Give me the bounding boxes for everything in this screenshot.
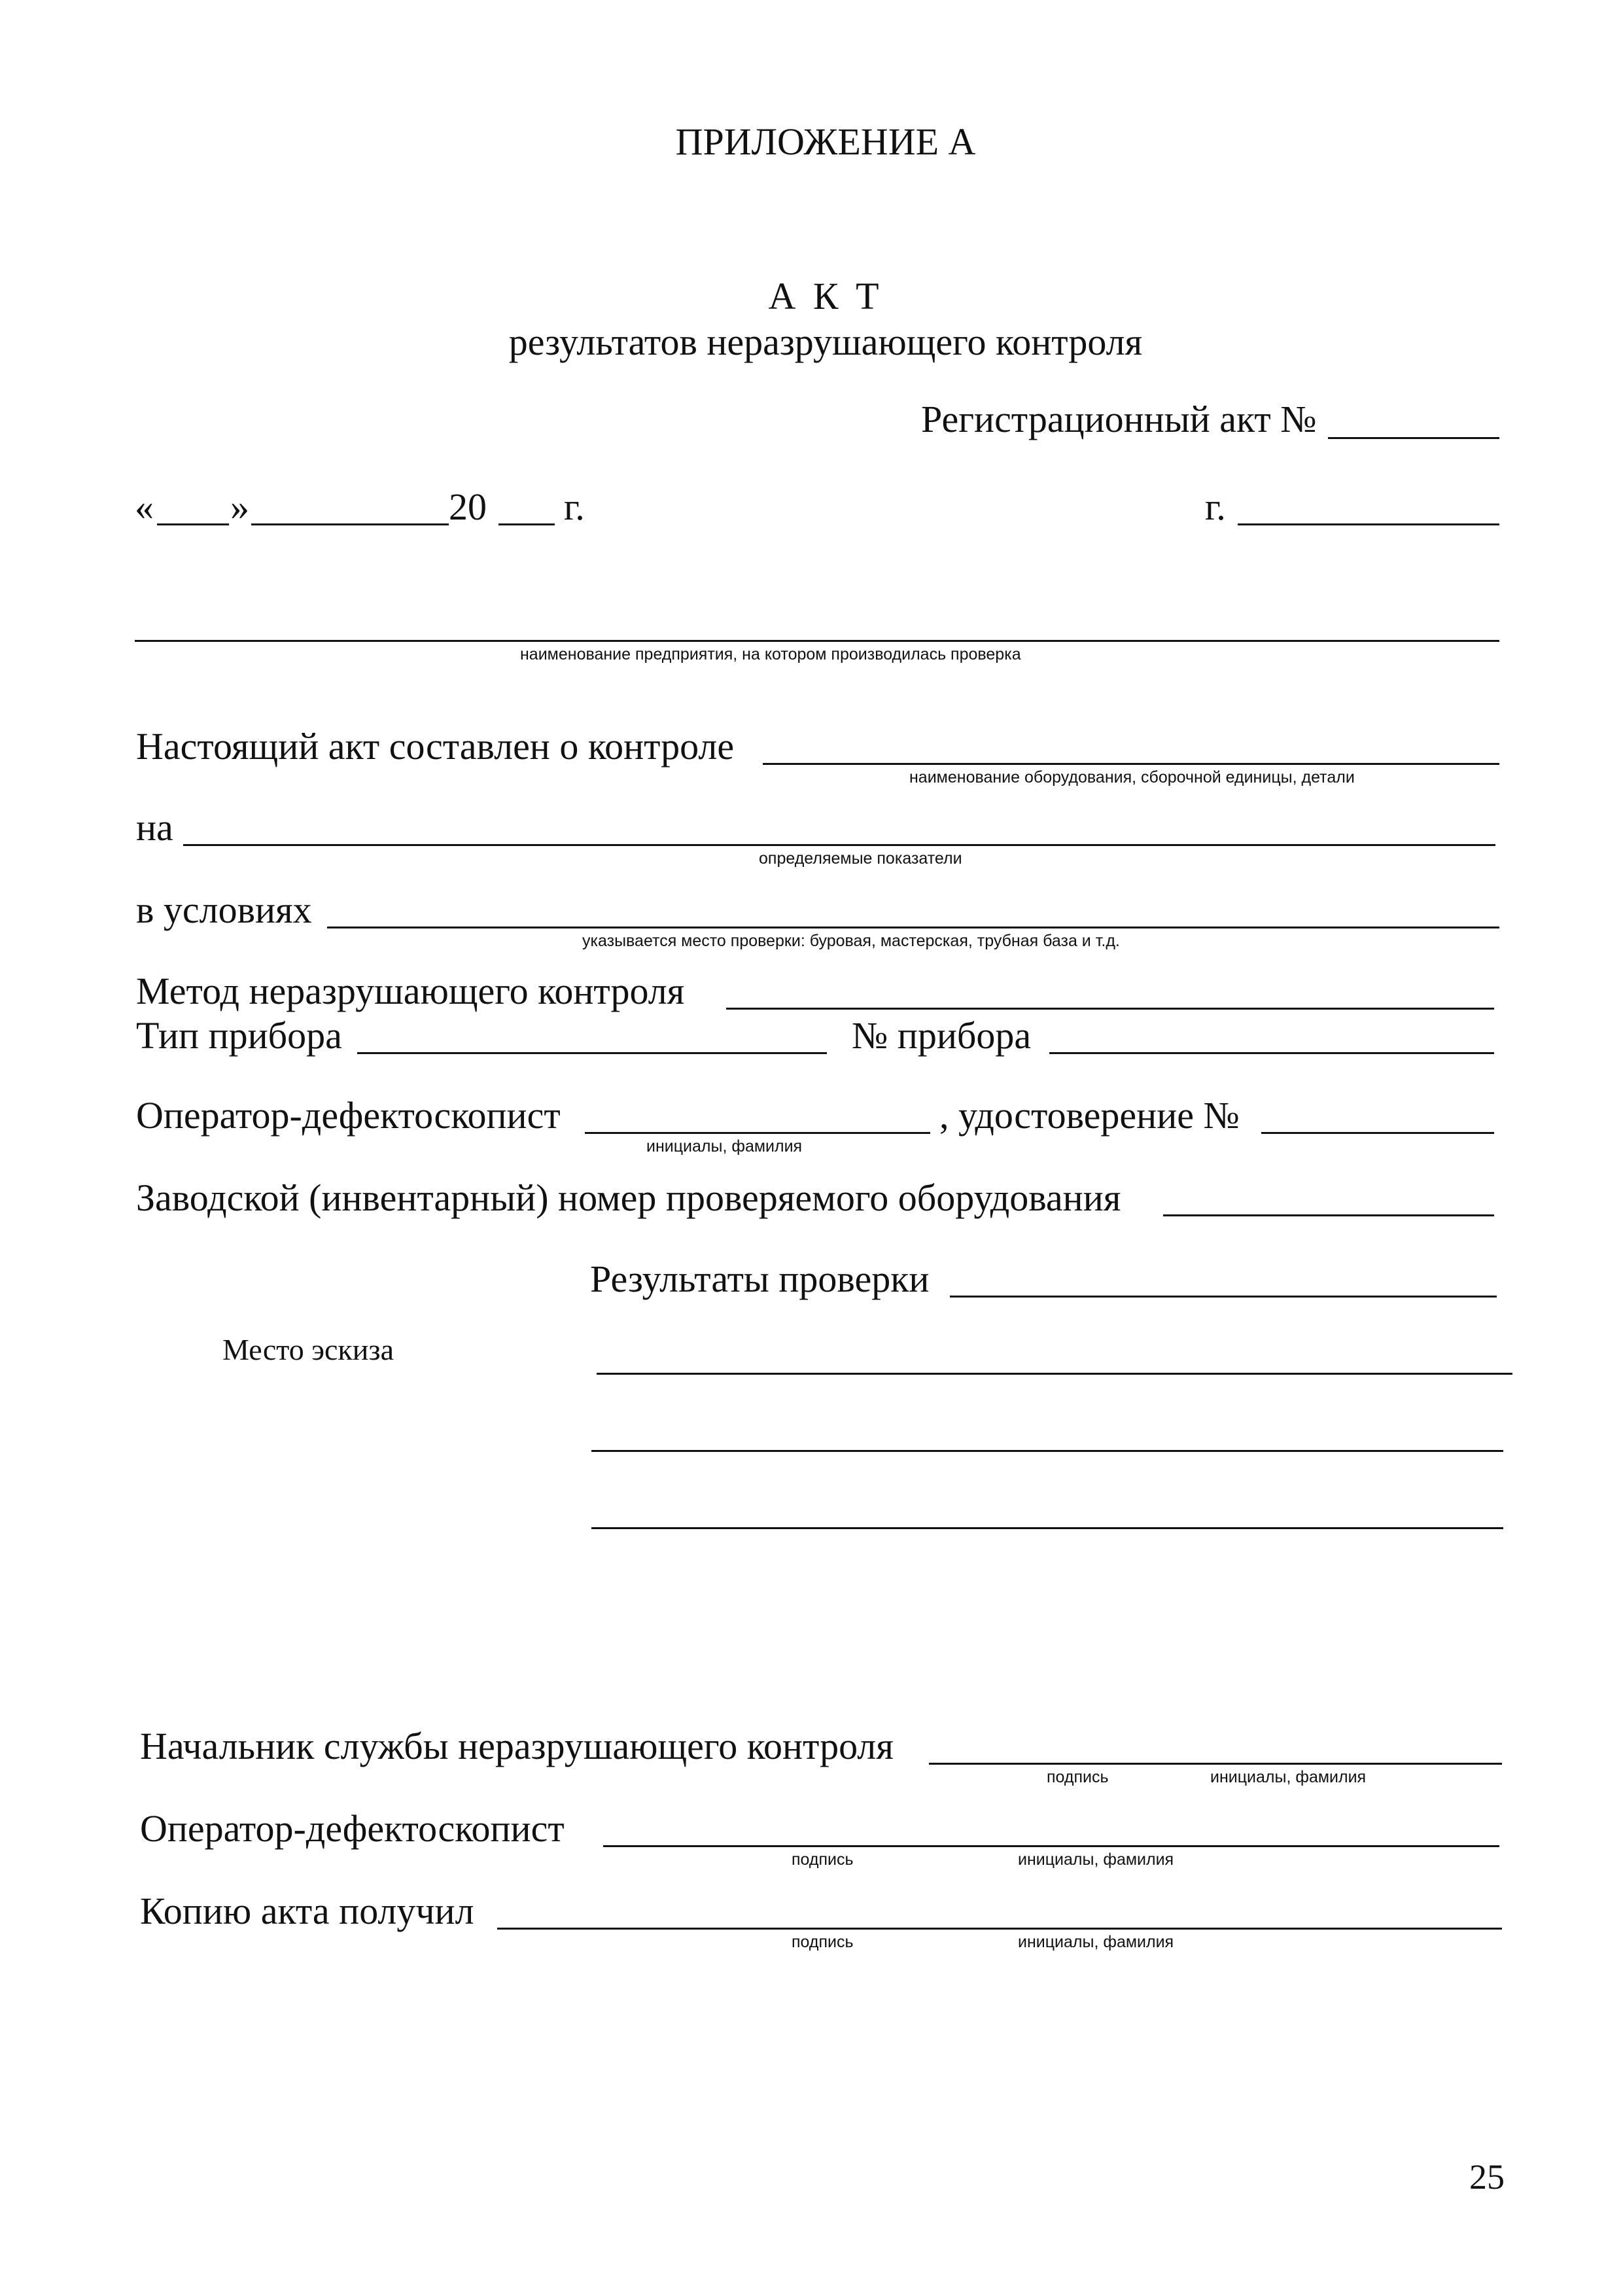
device-type-label: Тип прибора [136,1014,342,1057]
signature-label-copy: Копию акта получил [140,1890,474,1932]
conditions-hint: указывается место проверки: буровая, мастерская, трубная база и т.д. [582,932,1120,950]
certificate-number-field[interactable] [1261,1132,1494,1134]
city-prefix: г. [1205,486,1226,528]
year-suffix: г. [564,486,585,528]
page-number: 25 [1469,2157,1505,2197]
factory-number-label: Заводской (инвентарный) номер проверяемого оборудования [136,1176,1121,1219]
sketch-place-label: Место эскиза [222,1333,394,1366]
signature-hint: подпись [792,1933,854,1951]
control-of-label: Настоящий акт составлен о контроле [136,725,735,768]
conditions-label: в условиях [136,889,312,931]
registration-label: Регистрационный акт № [921,398,1317,440]
name-hint: инициалы, фамилия [1018,1850,1174,1869]
signature-hint: подпись [1047,1768,1109,1786]
method-label: Метод неразрушающего контроля [136,970,685,1012]
enterprise-hint: наименование предприятия, на котором производилась проверка [520,645,1021,663]
certificate-label: , удостоверение № [939,1094,1240,1137]
device-number-label: № прибора [852,1014,1032,1057]
year-prefix: 20 [449,486,487,528]
on-field[interactable] [183,844,1495,846]
enterprise-field[interactable] [135,640,1499,642]
act-title: А К Т [768,275,883,317]
factory-number-field[interactable] [1163,1214,1494,1216]
signature-hint: подпись [792,1850,854,1869]
operator-hint: инициалы, фамилия [646,1137,803,1156]
signature-field-copy[interactable] [497,1928,1502,1930]
day-field[interactable] [157,523,229,525]
signature-label-operator: Оператор-дефектоскопист [140,1807,565,1850]
registration-number-field[interactable] [1328,437,1499,439]
year-field[interactable] [498,523,555,525]
signature-label-head: Начальник службы неразрушающего контроля [140,1725,894,1767]
act-subtitle: результатов неразрушающего контроля [508,321,1143,363]
name-hint: инициалы, фамилия [1210,1768,1367,1786]
city-field[interactable] [1238,523,1499,525]
date-close-quote: » [230,486,249,528]
operator-field[interactable] [585,1132,930,1134]
conditions-field[interactable] [327,927,1499,928]
signature-field-operator[interactable] [603,1845,1499,1847]
control-of-hint: наименование оборудования, сборочной единицы, детали [909,768,1355,786]
on-hint: определяемые показатели [759,849,962,868]
device-type-field[interactable] [357,1052,827,1054]
results-line-2[interactable] [591,1450,1503,1452]
results-line-3[interactable] [591,1527,1503,1529]
signature-field-head[interactable] [929,1763,1502,1765]
on-label: на [136,806,173,849]
method-field[interactable] [726,1008,1494,1010]
date-open-quote: « [135,486,154,528]
results-field[interactable] [950,1296,1497,1298]
results-line-1[interactable] [597,1373,1512,1375]
device-number-field[interactable] [1049,1052,1494,1054]
operator-label: Оператор-дефектоскопист [136,1094,561,1137]
month-field[interactable] [251,523,449,525]
appendix-title: ПРИЛОЖЕНИЕ А [675,120,976,163]
results-label: Результаты проверки [590,1258,930,1300]
name-hint: инициалы, фамилия [1018,1933,1174,1951]
control-of-field[interactable] [763,763,1499,765]
